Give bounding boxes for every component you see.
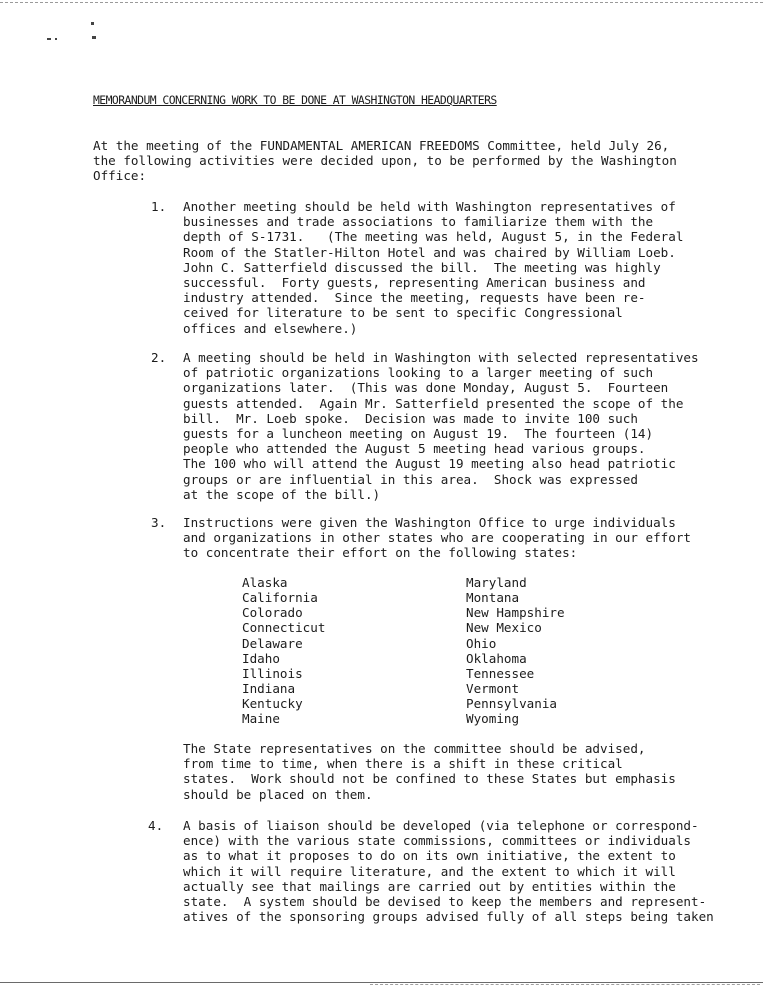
state-name: Oklahoma [466,650,527,666]
page-bottom-edge [0,982,763,983]
item-number: 2. [151,350,167,365]
memo-intro: At the meeting of the FUNDAMENTAL AMERICAN FREEDOMS Committee, held July 26, the following activities were decided upon, to be performed by the Washington Office: [93,138,677,184]
state-name: Idaho [242,650,280,666]
item-text: Another meeting should be held with Washington representatives of businesses and trade associations to familiarize them with the depth of S-1731. (The meeting was held, August 5, in the Federal Room of the Statler-Hilton Hotel and was chaired by William Loeb. John C. Satterfield discussed the bill. The meeting was highly successful. Forty guests, representing American business and industry attended. Since the meeting, requests have been re- ceived for literature to be sent to specific Congressional offices and elsewhere.) [183,199,684,336]
state-name: Ohio [466,635,497,651]
state-name: Tennessee [466,665,535,681]
state-name: Pennsylvania [466,696,557,712]
item-number: 1. [151,199,167,214]
item-text: Instructions were given the Washington Office to urge individuals and organizations in other states who are cooperating in our effort to concentrate their effort on the following states: [183,515,691,561]
state-name: Vermont [466,681,520,697]
item-text: A basis of liaison should be developed (via telephone or correspond- ence) with the various state commissions, committees or individuals as to what it proposes to do on its own initiative, the extent to which it will require literature, and the extent to which it will actually see that mailings are carried out by entities within the state. A system should be devised to keep the members and represent- atives of the sponsoring groups advised fully of all steps being taken [183,818,714,925]
state-name: Kentucky [242,696,303,712]
state-name: Colorado [242,605,303,621]
item-number: 3. [151,515,167,530]
scan-speck [91,22,94,25]
state-name: Delaware [242,635,303,651]
state-name: Alaska [242,575,288,590]
state-name: Montana [466,590,520,606]
state-name: California [242,590,318,606]
state-name: Maryland [466,575,527,590]
state-name: New Hampshire [466,605,565,621]
memo-heading: MEMORANDUM CONCERNING WORK TO BE DONE AT WASHINGTON HEADQUARTERS [93,93,497,107]
scan-speck [92,36,96,39]
state-name: Wyoming [466,711,520,727]
item-text: A meeting should be held in Washington with selected representatives of patriotic organizations looking to a larger meeting of such organizations later. (This was done Monday, August 5. Fourteen guests attended. Again Mr. Satterfield presented the scope of the bill. Mr. Loeb spoke. Decision was made to invite 100 such guests for a luncheon meeting on August 19. The fourteen (14) people who attended the August 5 meeting head various groups. The 100 who will attend the August 19 meeting also head patriotic groups or are influential in this area. Shock was expressed at the scope of the bill.) [183,350,699,502]
state-name: Indiana [242,681,296,697]
state-name: New Mexico [466,620,542,636]
page-top-edge [0,2,763,3]
states-list-right [466,575,565,727]
item-number: 4. [148,818,164,833]
state-name: Connecticut [242,620,326,636]
state-name: Maine [242,711,280,727]
item-3-note: The State representatives on the committee should be advised, from time to time, when there is a shift in these critical states. Work should not be confined to these States but emphasis should be placed on them. [183,741,676,802]
states-list-left [242,575,325,727]
scan-speck [55,38,57,40]
state-name: Illinois [242,665,303,681]
page-bottom-edge-shadow [370,984,760,985]
scan-speck [47,38,51,40]
